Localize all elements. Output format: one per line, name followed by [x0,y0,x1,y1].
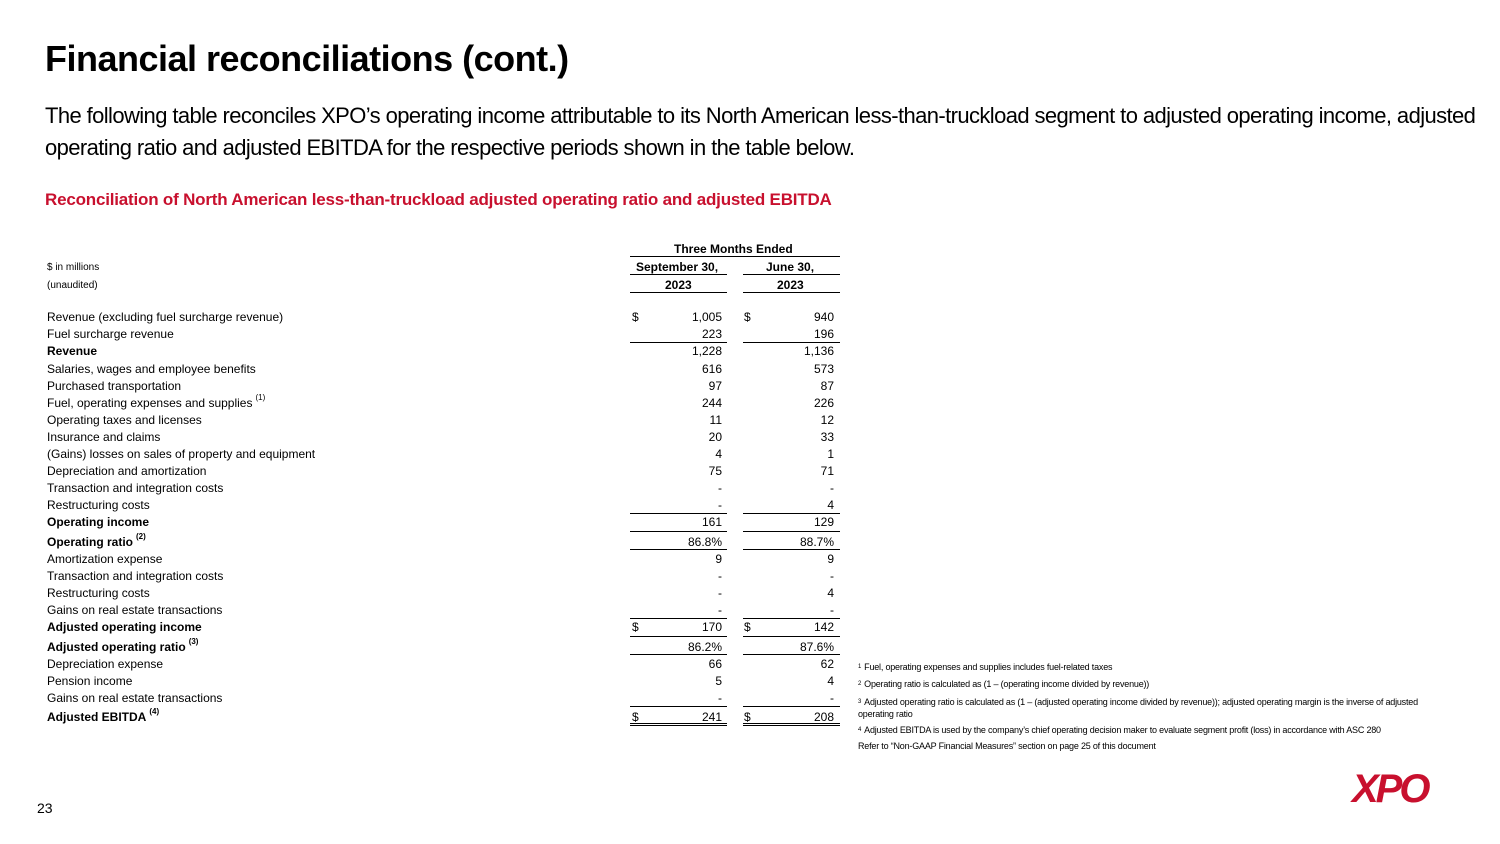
table-row [47,569,847,586]
footnote-1-text: Fuel, operating expenses and supplies includes fuel-related taxes [864,662,1113,672]
value-jun-2023: 940 [813,310,834,324]
subtotal-rule-ebitda-1 [630,706,727,707]
row-label [47,310,283,324]
row-label-text: Adjusted EBITDA [47,710,147,724]
subtotal-rule-revenue-1 [630,342,727,343]
value-sep-2023: - [718,481,722,495]
value-sep-2023: 97 [708,379,722,393]
value-jun-2023: - [830,691,834,705]
value-jun-2023: 129 [813,515,834,529]
table-row [47,515,847,532]
table-row [47,674,847,691]
row-label [47,430,160,444]
total-rule-ebitda-1a [630,723,727,724]
row-label [47,327,174,341]
col1-year-rule [630,292,727,293]
value-jun-2023: 196 [813,327,834,341]
row-label [47,413,202,427]
value-jun-2023: 573 [813,362,834,376]
value-jun-2023: 4 [827,586,834,600]
row-label-text: Amortization expense [47,552,163,566]
row-label-text: Operating ratio [47,535,134,549]
value-jun-2023: 142 [813,620,834,634]
table-row [47,620,847,637]
table-row [47,310,847,327]
subtotal-rule-adjincb-2 [743,636,840,637]
row-label [47,498,150,512]
row-footnote-ref: (1) [255,393,266,402]
row-label-text: Depreciation and amortization [47,464,207,478]
value-sep-2023: 161 [701,515,722,529]
units-label: $ in millions [47,262,100,273]
row-label-text: Restructuring costs [47,586,150,600]
value-sep-2023: 75 [708,464,722,478]
three-months-ended-header: Three Months Ended [674,242,793,256]
value-jun-2023: - [830,481,834,495]
footnote-1 [858,659,1438,676]
row-label [47,603,222,617]
value-sep-2023: 244 [701,396,722,410]
row-label-text: Operating taxes and licenses [47,413,202,427]
row-label-text: Adjusted operating ratio [47,640,186,654]
total-rule-ebitda-2a [743,723,840,724]
value-jun-2023: 4 [827,498,834,512]
value-jun-2023: 208 [813,710,834,724]
non-gaap-reference: Refer to “Non-GAAP Financial Measures” section on page 25 of this document [858,741,1156,751]
row-label-text: Transaction and integration costs [47,481,224,495]
subtotal-rule-ebitda-2 [743,706,840,707]
col2-date-header: June 30, [766,260,815,274]
footnote-3-text: Adjusted operating ratio is calculated as (1 – (adjusted operating income divided by revenue)); adjusted operating margin is the inverse of adjusted operating ratio [858,697,1418,719]
row-label [47,707,160,724]
col1-year-header: 2023 [665,278,692,292]
table-row [47,393,847,413]
row-label-text: Depreciation expense [47,657,164,671]
footnote-2-mark: 2 [858,681,862,687]
row-label [47,379,181,393]
total-rule-ebitda-1b [630,725,727,726]
row-label [47,620,202,634]
value-jun-2023: 88.7% [799,535,834,549]
value-jun-2023: 4 [827,674,834,688]
row-label-text: Purchased transportation [47,379,182,393]
row-label [47,637,199,654]
row-label [47,674,132,688]
footnote-2 [858,676,1438,693]
footnote-3 [858,696,1438,720]
table-row [47,464,847,481]
row-label [47,481,223,495]
unaudited-label: (unaudited) [47,280,98,291]
value-sep-2023: - [718,691,722,705]
row-label-text: Gains on real estate transactions [47,691,223,705]
row-label-text: (Gains) losses on sales of property and equipment [47,447,316,461]
table-row [47,657,847,674]
table-row [47,603,847,620]
value-jun-2023: 87 [820,379,834,393]
currency-sign: $ [744,620,751,634]
table-row [47,637,847,657]
currency-sign: $ [632,620,639,634]
currency-sign: $ [632,310,639,324]
value-sep-2023: 170 [701,620,722,634]
value-sep-2023: 5 [715,674,722,688]
table-row [47,586,847,603]
footnote-2-text: Operating ratio is calculated as (1 – (operating income divided by revenue)) [864,679,1150,689]
row-label-text: Insurance and claims [47,430,161,444]
value-jun-2023: - [830,569,834,583]
table-row [47,413,847,430]
value-sep-2023: 86.8% [687,535,722,549]
table-row [47,532,847,552]
total-rule-ebitda-2b [743,725,840,726]
row-footnote-ref: (3) [188,637,199,646]
footnote-4-text: Adjusted EBITDA is used by the company’s chief operating decision maker to evaluate segment profit (loss) in accordance with ASC 280 [864,725,1381,735]
subtotal-rule-opratio-2 [743,531,840,532]
table-row [47,552,847,569]
subtotal-rule-adjratio-1 [630,654,727,655]
value-jun-2023: 87.6% [799,640,834,654]
col2-year-rule [743,292,840,293]
svg-text:XPO: XPO [1352,767,1428,808]
row-label [47,447,315,461]
section-subheading: Reconciliation of North American less-than-truckload adjusted operating ratio and adjusted EBITDA [45,190,832,209]
row-footnote-ref: (2) [136,532,146,541]
value-sep-2023: 223 [701,327,722,341]
row-footnote-ref: (4) [149,707,160,716]
currency-sign: $ [744,710,751,724]
xpo-logo [1350,766,1442,808]
subtotal-rule-adjincb-1 [630,636,727,637]
table-row [47,481,847,498]
footnote-4-mark: 4 [858,727,862,733]
col1-date-header: September 30, [636,260,719,274]
table-row [47,447,847,464]
row-label [47,362,256,376]
table-row [47,691,847,708]
value-jun-2023: 1 [827,447,834,461]
subtotal-rule-adjop-1 [630,549,727,550]
value-sep-2023: 1,005 [691,310,722,324]
page-title: Financial reconciliations (cont.) [45,38,569,79]
row-label-text: Revenue (excluding fuel surcharge revenue) [47,310,284,324]
row-label [47,569,223,583]
table-row [47,362,847,379]
header-rule [630,256,840,257]
footnote-1-mark: 1 [858,664,862,670]
value-jun-2023: 71 [820,464,834,478]
currency-sign: $ [744,310,751,324]
row-label-text: Restructuring costs [47,498,150,512]
value-sep-2023: 4 [715,447,722,461]
row-label [47,464,206,478]
row-label-text: Salaries, wages and employee benefits [47,362,256,376]
table-row [47,379,847,396]
row-label [47,552,162,566]
row-label [47,344,97,358]
value-jun-2023: 1,136 [803,344,834,358]
value-jun-2023: - [830,603,834,617]
col2-date-rule [743,274,840,275]
value-sep-2023: 66 [708,657,722,671]
value-jun-2023: 33 [820,430,834,444]
table-row [47,707,847,727]
footnotes [858,659,1438,755]
value-sep-2023: - [718,586,722,600]
row-label-text: Fuel surcharge revenue [47,327,174,341]
currency-sign: $ [632,710,639,724]
intro-paragraph: The following table reconciles XPO’s operating income attributable to its North American less-than-truckload segment to adjusted operating income, adjusted operating ratio and adjusted EBITDA for the respective periods shown in the table below. [45,103,1476,160]
value-sep-2023: - [718,498,722,512]
value-jun-2023: 226 [813,396,834,410]
row-label [47,515,149,529]
row-label-text: Revenue [47,344,98,358]
table-row [47,327,847,344]
footnote-4 [858,724,1438,736]
page-number: 23 [37,800,53,816]
row-label [47,657,163,671]
row-label [47,586,150,600]
value-sep-2023: 616 [701,362,722,376]
row-label [47,532,146,549]
value-jun-2023: 9 [827,552,834,566]
value-sep-2023: 86.2% [687,640,722,654]
value-sep-2023: - [718,569,722,583]
row-label [47,691,222,705]
table-row [47,430,847,447]
footnote-3-mark: 3 [858,699,862,705]
col2-year-header: 2023 [777,278,804,292]
subtotal-rule-opinc-1 [630,513,727,514]
value-sep-2023: 1,228 [691,344,722,358]
row-label-text: Fuel, operating expenses and supplies [47,396,253,410]
subtotal-rule-opinc-2 [743,513,840,514]
row-label-text: Adjusted operating income [47,620,202,634]
value-sep-2023: 241 [701,710,722,724]
table-row [47,498,847,515]
value-sep-2023: 11 [709,413,722,427]
value-sep-2023: 20 [708,430,722,444]
subtotal-rule-adjop-2 [743,549,840,550]
subtotal-rule-revenue-2 [743,342,840,343]
subtotal-rule-adjratio-2 [743,654,840,655]
row-label-text: Pension income [47,674,133,688]
table-row [47,344,847,361]
row-label [47,393,266,410]
subtotal-rule-adjinc-2 [743,618,840,619]
value-jun-2023: 12 [820,413,834,427]
value-sep-2023: 9 [715,552,722,566]
value-jun-2023: 62 [820,657,834,671]
subtotal-rule-opratio-1 [630,531,727,532]
row-label-text: Operating income [47,515,150,529]
col1-date-rule [630,274,727,275]
subtotal-rule-adjinc-1 [630,618,727,619]
row-label-text: Transaction and integration costs [47,569,224,583]
row-label-text: Gains on real estate transactions [47,603,223,617]
value-sep-2023: - [718,603,722,617]
